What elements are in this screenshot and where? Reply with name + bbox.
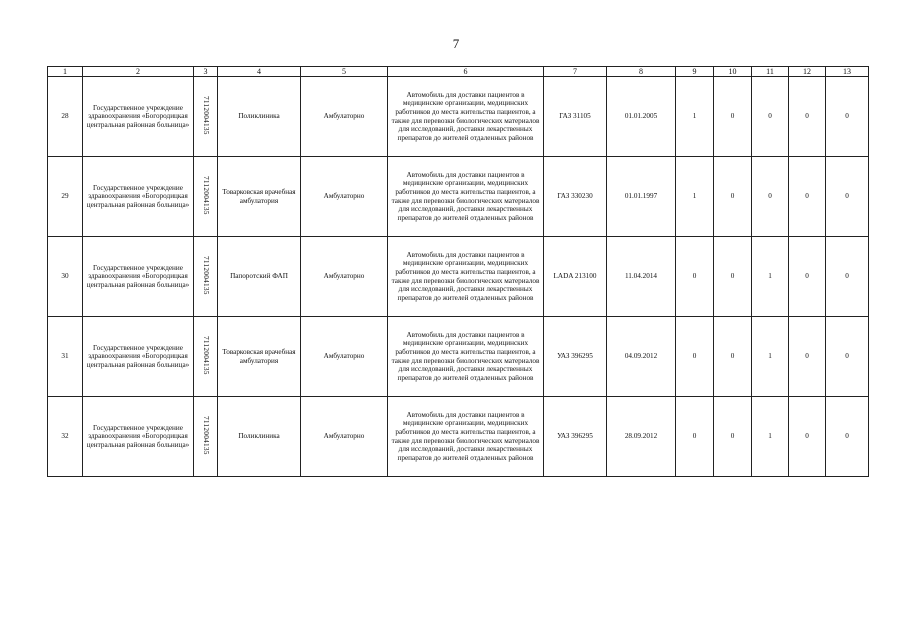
table-row — [48, 237, 869, 317]
count-cell: 0 — [789, 317, 826, 397]
column-header: 8 — [607, 67, 676, 77]
inn-cell — [194, 397, 218, 477]
organization-cell: Государственное учреждение здравоохранения «Богородицкая центральная районная больница» — [83, 77, 194, 157]
inn-cell — [194, 237, 218, 317]
page-number: 7 — [452, 36, 460, 51]
organization-cell: Государственное учреждение здравоохранения «Богородицкая центральная районная больница» — [83, 237, 194, 317]
column-number-row — [48, 67, 869, 77]
inn-text: 7112004135 — [201, 415, 211, 455]
column-header: 13 — [826, 67, 869, 77]
unit-cell: Папоротский ФАП — [218, 237, 301, 317]
date-cell: 11.04.2014 — [607, 237, 676, 317]
inn-text: 7112004135 — [201, 95, 211, 135]
inn-cell — [194, 317, 218, 397]
purpose-cell: Автомобиль для доставки пациентов в медицинские организации, медицинских работников до места жительства пациентов, а также для перевозки биологических материалов для исследований, доставки лекарственных препаратов до жителей отдаленных районов — [388, 157, 544, 237]
count-cell: 0 — [789, 237, 826, 317]
column-header: 12 — [789, 67, 826, 77]
count-cell: 0 — [714, 77, 752, 157]
column-header: 7 — [544, 67, 607, 77]
care-type-cell: Амбулаторно — [301, 317, 388, 397]
inn-text: 7112004135 — [201, 335, 211, 375]
unit-cell: Товарковская врачебная амбулатория — [218, 157, 301, 237]
count-cell: 0 — [752, 77, 789, 157]
column-header: 6 — [388, 67, 544, 77]
table-row — [48, 157, 869, 237]
inn-cell — [194, 157, 218, 237]
count-cell: 0 — [826, 77, 869, 157]
count-cell: 0 — [826, 397, 869, 477]
count-cell: 0 — [826, 157, 869, 237]
column-header: 5 — [301, 67, 388, 77]
column-header: 3 — [194, 67, 218, 77]
purpose-cell: Автомобиль для доставки пациентов в медицинские организации, медицинских работников до места жительства пациентов, а также для перевозки биологических материалов для исследований, доставки лекарственных препаратов до жителей отдаленных районов — [388, 397, 544, 477]
purpose-cell: Автомобиль для доставки пациентов в медицинские организации, медицинских работников до места жительства пациентов, а также для перевозки биологических материалов для исследований, доставки лекарственных препаратов до жителей отдаленных районов — [388, 317, 544, 397]
care-type-cell: Амбулаторно — [301, 77, 388, 157]
inn-text: 7112004135 — [201, 175, 211, 215]
vehicle-model-cell: ГАЗ 330230 — [544, 157, 607, 237]
row-number: 30 — [48, 237, 83, 317]
table-row — [48, 397, 869, 477]
column-header: 11 — [752, 67, 789, 77]
column-header: 10 — [714, 67, 752, 77]
row-number: 32 — [48, 397, 83, 477]
care-type-cell: Амбулаторно — [301, 157, 388, 237]
organization-cell: Государственное учреждение здравоохранения «Богородицкая центральная районная больница» — [83, 317, 194, 397]
count-cell: 0 — [714, 397, 752, 477]
count-cell: 0 — [676, 397, 714, 477]
column-header: 9 — [676, 67, 714, 77]
count-cell: 0 — [714, 237, 752, 317]
count-cell: 0 — [714, 157, 752, 237]
count-cell: 0 — [789, 77, 826, 157]
date-cell: 01.01.1997 — [607, 157, 676, 237]
count-cell: 1 — [752, 317, 789, 397]
care-type-cell: Амбулаторно — [301, 397, 388, 477]
organization-cell: Государственное учреждение здравоохранения «Богородицкая центральная районная больница» — [83, 397, 194, 477]
row-number: 31 — [48, 317, 83, 397]
count-cell: 0 — [826, 237, 869, 317]
count-cell: 1 — [676, 77, 714, 157]
date-cell: 01.01.2005 — [607, 77, 676, 157]
vehicle-model-cell: УАЗ 396295 — [544, 397, 607, 477]
vehicle-table — [47, 66, 869, 477]
count-cell: 0 — [676, 237, 714, 317]
column-header: 4 — [218, 67, 301, 77]
care-type-cell: Амбулаторно — [301, 237, 388, 317]
table-row — [48, 317, 869, 397]
count-cell: 1 — [676, 157, 714, 237]
count-cell: 0 — [789, 397, 826, 477]
vehicle-model-cell: LADA 213100 — [544, 237, 607, 317]
count-cell: 0 — [714, 317, 752, 397]
vehicle-model-cell: УАЗ 396295 — [544, 317, 607, 397]
unit-cell: Поликлиника — [218, 397, 301, 477]
count-cell: 0 — [826, 317, 869, 397]
date-cell: 04.09.2012 — [607, 317, 676, 397]
date-cell: 28.09.2012 — [607, 397, 676, 477]
count-cell: 1 — [752, 397, 789, 477]
purpose-cell: Автомобиль для доставки пациентов в медицинские организации, медицинских работников до места жительства пациентов, а также для перевозки биологических материалов для исследований, доставки лекарственных препаратов до жителей отдаленных районов — [388, 237, 544, 317]
unit-cell: Товарковская врачебная амбулатория — [218, 317, 301, 397]
column-header: 2 — [83, 67, 194, 77]
count-cell: 0 — [676, 317, 714, 397]
count-cell: 1 — [752, 237, 789, 317]
row-number: 29 — [48, 157, 83, 237]
column-header: 1 — [48, 67, 83, 77]
inn-cell — [194, 77, 218, 157]
table-row — [48, 77, 869, 157]
count-cell: 0 — [752, 157, 789, 237]
purpose-cell: Автомобиль для доставки пациентов в медицинские организации, медицинских работников до места жительства пациентов, а также для перевозки биологических материалов для исследований, доставки лекарственных препаратов до жителей отдаленных районов — [388, 77, 544, 157]
inn-text: 7112004135 — [201, 255, 211, 295]
organization-cell: Государственное учреждение здравоохранения «Богородицкая центральная районная больница» — [83, 157, 194, 237]
unit-cell: Поликлиника — [218, 77, 301, 157]
vehicle-model-cell: ГАЗ 31105 — [544, 77, 607, 157]
row-number: 28 — [48, 77, 83, 157]
count-cell: 0 — [789, 157, 826, 237]
